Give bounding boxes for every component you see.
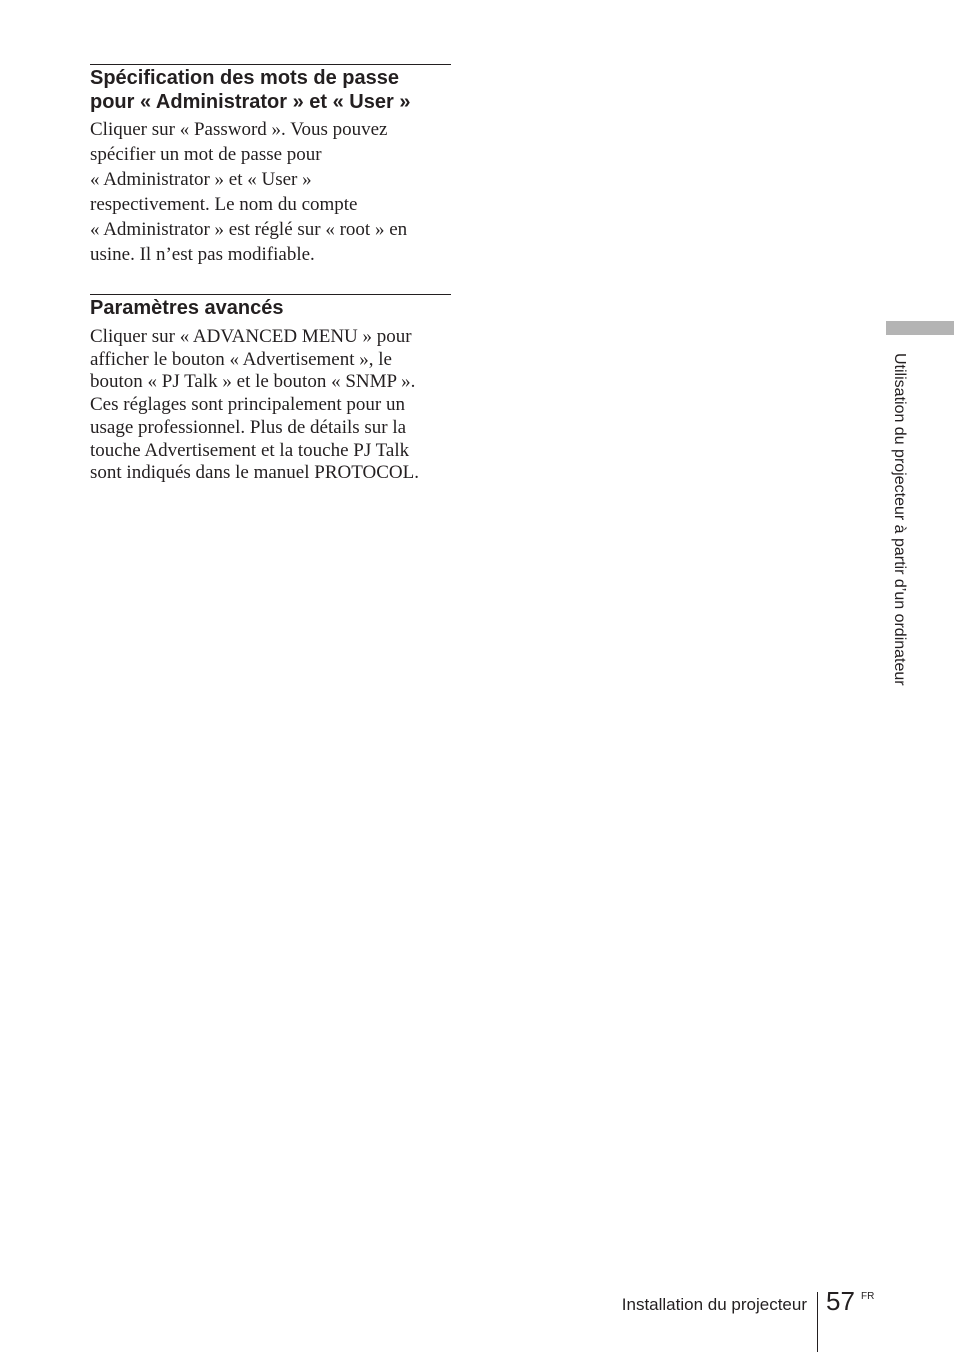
body-line: afficher le bouton « Advertisement », le xyxy=(90,348,392,370)
body-line: usage professionnel. Plus de détails sur la xyxy=(90,416,407,438)
heading-line: Spécification des mots de passe xyxy=(90,67,399,89)
body-line: respectivement. Le nom du compte xyxy=(90,194,358,215)
body-line: « Administrator » et « User » xyxy=(90,169,312,190)
body-line: « Administrator » est réglé sur « root » en xyxy=(90,219,408,240)
body-line: bouton « PJ Talk » et le bouton « SNMP ». xyxy=(90,371,416,393)
body-line: sont indiqués dans le manuel PROTOCOL. xyxy=(90,462,419,484)
body-line: touche Advertisement et la touche PJ Talk xyxy=(90,439,410,461)
chapter-tab-marker xyxy=(886,321,954,335)
body-line: usine. Il n’est pas modifiable. xyxy=(90,244,315,265)
footer-divider xyxy=(817,1292,818,1352)
section-passwords xyxy=(90,64,451,267)
heading-line: Paramètres avancés xyxy=(90,297,284,319)
language-code: FR xyxy=(861,1291,875,1302)
section-advanced-settings xyxy=(90,294,451,485)
body-line: Ces réglages sont principalement pour un xyxy=(90,394,406,416)
section-heading xyxy=(90,65,451,114)
heading-line: pour « Administrator » et « User » xyxy=(90,91,411,113)
chapter-side-label: Utilisation du projecteur à partir d’un ordinateur xyxy=(891,353,908,686)
footer-chapter-title: Installation du projecteur xyxy=(621,1295,807,1314)
page-number: 57 xyxy=(826,1286,855,1316)
body-line: spécifier un mot de passe pour xyxy=(90,144,322,165)
body-line: Cliquer sur « Password ». Vous pouvez xyxy=(90,119,388,140)
section-heading xyxy=(90,295,451,320)
body-line: Cliquer sur « ADVANCED MENU » pour xyxy=(90,326,412,347)
main-column xyxy=(90,64,451,485)
section-body xyxy=(90,117,451,267)
section-body xyxy=(90,326,451,485)
